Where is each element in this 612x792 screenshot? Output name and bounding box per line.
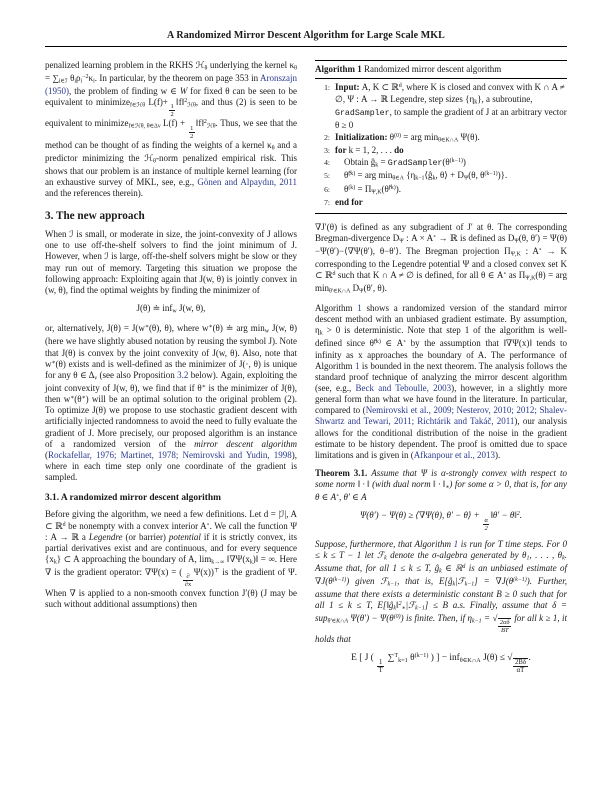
algorithm-line [315, 132, 567, 145]
paragraph-bregman: ∇J′(θ) is defined as any subgradient of J′ at θ. The corresponding Bregman-divergence DΨ : A × A∘ → ℝ is defined as DΨ(θ, θ′) = Ψ(θ)−Ψ(θ′)−⟨∇Ψ(θ′), θ−θ′⟩. The Bregman projection ΠΨ,K : A∘ → K corresponding to the Legendre potential Ψ and a closed convex set K ⊂ ℝ$^d$ such that K ∩ A ≠ ∅ is defined, for all θ ∈ A∘ as ΠΨ,K(θ) = arg minθ′∈K∩A DΨ(θ′, θ). [315, 221, 568, 295]
right-column [315, 60, 567, 681]
header-rule [45, 46, 567, 47]
paragraph-definitions: Before giving the algorithm, we need a few definitions. Let d = |ℐ|, A ⊂ ℝ$^d$ be nonempty with a convex interior A∘. We call the function Ψ : A → ℝ a Legendre (or barrier) potential if it is strictly convex, its partial derivatives exist and are continuous, and for every sequence {xk} ⊂ A approaching the boundary of A, limk→∞ ‖∇Ψ(xk)‖ = ∞. Here ∇ is the gradient operator: ∇Ψ(x) = ( $\frac{\partial}{\partial x}$ Ψ(x))⊤ is the gradient of Ψ. When ∇ is applied to a non-smooth convex function J′(θ) (J may be such without additional assumptions) then [45, 509, 297, 610]
paragraph-rkhs-mkl: penalized learning problem in the RKHS ℋθ underlying the kernel κθ = ∑i∈ℐ θiρi$^{-2}$κi. In particular, by the theorem on page 353 in Aronszajn (1950), the problem of finding w ∈ W for fixed θ can be seen to be equivalent to minimizef∈ℋθ L(f)+ $\frac{1}{2}$ ‖f‖$^2$ℋθ, and thus (2) is seen to be equivalent to minimizef∈ℋθ, θ∈Δν L(f) + $\frac{1}{2}$ ‖f‖$^2$ℋθ. Thus, we see that the method can be thought of as finding the weights of a kernel κθ and a predictor minimizing the ℋθ-norm penalized empirical risk. This shows that our problem is an instance of multiple kernel learning (for an exhaustive survey of MKL, see, e.g., Gönen and Alpaydın, 2011 and the references therein). [45, 60, 298, 198]
paragraph-algorithm-discussion: Algorithm 1 shows a randomized version of the standard mirror descent method with an unbiased gradient estimate. By assumption, ηk > 0 is deterministic. Note that step 1 of the algorithm is well-defined since θ̃$^{(k)}$ ∈ A∘ by the assumption that ‖∇Ψ(x)‖ tends to infinity as x approaches the boundary of A. The performance of Algorithm 1 is bounded in the next theorem. The analysis follows the standard proof technique of analyzing the mirror descent algorithm (see, e.g., Beck and Teboulle, 2003), however, in a slightly more general form than what we have found in the literature. In particular, compared to (Nemirovski et al., 2009; Nesterov, 2010; 2012; Shalev-Shwartz and Tewari, 2011; Richtárik and Takáč, 2011), our analysis allows for the conditional distribution of the noise in the gradient estimate to be history dependent. The proof is omitted due to space limitations and is given in (Afkanpour et al., 2013). [315, 303, 568, 460]
citation-link[interactable]: Gönen and Alpaydın, 2011 [197, 176, 297, 187]
section-heading-new-approach: 3. The new approach [45, 210, 145, 223]
line-number: 7: [324, 197, 330, 207]
algorithm-line [315, 82, 567, 132]
running-title: A Randomized Mirror Descent Algorithm for Large Scale MKL [167, 30, 445, 41]
left-column [45, 60, 297, 681]
citation-link[interactable]: 1 [453, 538, 459, 549]
fraction: $\frac{2\alpha\delta}{BT}$ [499, 619, 510, 635]
line-number: 5: [324, 171, 330, 181]
algorithm-caption: Algorithm 1 Randomized mirror descent algorithm [315, 61, 567, 79]
line-number: 2: [324, 132, 330, 142]
fraction: $\frac{\alpha}{2}$ [484, 516, 488, 532]
algorithm-line-text: for k = 1, 2, . . . do [335, 145, 404, 156]
algorithm-line [315, 197, 567, 209]
citation-link[interactable]: Afkanpour et al., 2013 [413, 449, 495, 460]
citation-link[interactable]: Rockafellar, 1976; Martinet, 1978; Nemirovski and Yudin, 1998 [48, 449, 292, 460]
fraction: $\frac{1}{2}$ [190, 124, 194, 140]
algorithm-body [315, 79, 567, 212]
algorithm-line [315, 170, 567, 183]
line-number: 4: [324, 157, 330, 167]
algorithm-line-text: end for [335, 196, 363, 207]
algorithm-box [315, 60, 567, 214]
fraction: $\frac{\partial}{\partial x}$ [184, 573, 192, 589]
citation-link[interactable]: 3.2 [177, 369, 189, 380]
citation-link[interactable]: Aronszajn (1950) [45, 73, 297, 97]
citation-link[interactable]: Beck and Teboulle, 2003 [355, 382, 452, 393]
paragraph-joint-convexity: When ℐ is small, or moderate in size, the joint-convexity of J allows one to use off-the-shelf solvers to find the joint minimum of J. However, when ℐ is large, off-the-shelf solvers might be slow or they may run out of memory. Targeting this situation we propose the following approach: Exploiting again that J(w, θ) is jointly convex in (w, θ), find the optimal weights by finding the minimizer of [45, 229, 297, 295]
display-equation-j-inf: J(θ) ≐ infw J(w, θ), [136, 303, 206, 315]
algorithm-line-text: $\theta^{(k)}$ = ΠΨ,K(θ̃$^{(k)}$). [344, 183, 401, 196]
theorem-heading: Theorem 3.1. Assume that Ψ is α-strongly convex with respect to some norm ‖ · ‖ (with dual norm ‖ · ‖∗) for some α > 0, that is, for any θ ∈ A∘, θ′ ∈ A [315, 468, 568, 503]
citation-link[interactable]: 1 [357, 303, 362, 314]
line-number: 6: [324, 184, 330, 194]
algorithm-line-text: Input: A, K ⊂ ℝ$^d$, where K is closed and convex with K ∩ A ≠ ∅, Ψ : A → ℝ Legendre, step sizes {ηk}, a subroutine, GradSampler, to sample the gradient of J at an arbitrary vector θ ≥ 0 [335, 82, 567, 131]
fraction: $\frac{1}{2}$ [170, 103, 174, 119]
theorem-body: Suppose, furthermore, that Algorithm 1 is run for T time steps. For 0 ≤ k ≤ T − 1 let ℱk denote the σ-algebra generated by θ1, . . . , θk. Assume that, for all 1 ≤ k ≤ T, ĝk ∈ ℝ$^d$ is an unbiased estimate of $\nabla J(\theta^{(k-1)})$ given ℱk−1, that is, E[ĝk|ℱk−1] = $\nabla J(\theta^{(k-1)})$. Further, assume that there exists a deterministic constant B ≥ 0 such that for all 1 ≤ k ≤ T, E[‖ĝk‖$^2$∗|ℱk−1] ≤ B a.s. Finally, assume that δ = supθ′∈K∩A $\Psi(\theta') - \Psi(\theta^{(0)})$ is finite. Then, if ηk−1 = √ $\frac{2\alpha\delta}{BT}$ for all k ≥ 1, it holds that [315, 538, 568, 645]
theorem-bound-equation: E [ J ( $\frac{1}{T}$ ∑$^T$k=1 $\theta^{(k-1)}$ ) ] − infθ∈K∩A J(θ) ≤ √ $\frac{2B\delta}{\alpha T}$ . [351, 652, 531, 675]
theorem-block [315, 468, 567, 645]
fraction: $\frac{2B\delta}{\alpha T}$ [514, 658, 526, 675]
algorithm-line-text: Initialization: $\theta^{(0)}$ = arg minθ∈K∩A Ψ(θ). [335, 131, 480, 144]
algorithm-line-text: θ̃$^{(k)}$ = arg minθ∈A {ηk−1⟨ĝk, θ⟩ + DΨ(θ, $\theta^{(k-1)}$)}. [344, 170, 508, 182]
two-column-body [45, 60, 567, 681]
algorithm-line [315, 145, 567, 157]
theorem-strong-convexity-equation: Ψ(θ′) − Ψ(θ) ≥ ⟨∇Ψ(θ), θ′ − θ⟩ + $\frac{\alpha}{2}$ ‖θ′ − θ‖$^2$. [359, 510, 523, 532]
line-number: 3: [324, 146, 330, 156]
line-number: 1: [324, 83, 330, 93]
paragraph-optimize-j: or, alternatively, J(θ) = J(w∗(θ), θ), where w∗(θ) ≐ arg minw J(w, θ) (here we have slightly abused notation by reusing the symbol J). Note that J(θ) is convex by the joint convexity of J(w, θ). Also, note that w∗(θ) exists and is well-defined as the minimizer of J(·, θ) is unique for any θ ∈ Δν (see also Proposition 3.2 below). Again, exploiting the joint convexity of J(w, θ), we find that if θ∗ is the minimizer of J(θ), then w∗(θ∗) will be an optimal solution to the original problem (2). To optimize J(θ) we propose to use stochastic gradient descent with artificially injected randomness to avoid the need to fully evaluate the gradient of J. More precisely, our proposed algorithm is an instance of a randomized version of the mirror descent algorithm (Rockafellar, 1976; Martinet, 1978; Nemirovski and Yudin, 1998), where in each time step only one coordinate of the gradient is sampled. [45, 323, 297, 483]
citation-link[interactable]: 1 [354, 360, 360, 371]
fraction: $\frac{1}{T}$ [378, 658, 383, 675]
subsection-heading-randomized-md: 3.1. A randomized mirror descent algorithm [45, 493, 221, 504]
algorithm-line [315, 157, 567, 170]
algorithm-line-text: Obtain ĝk = $GradSampler(\theta^{(k-1)})$ [344, 156, 466, 169]
algorithm-line [315, 184, 567, 197]
citation-link[interactable]: Nemirovski et al., 2009; Nesterov, 2010; 2012; Shalev-Shwartz and Tewari, 2011; Richtárik and Takáč, 2011 [315, 405, 568, 427]
